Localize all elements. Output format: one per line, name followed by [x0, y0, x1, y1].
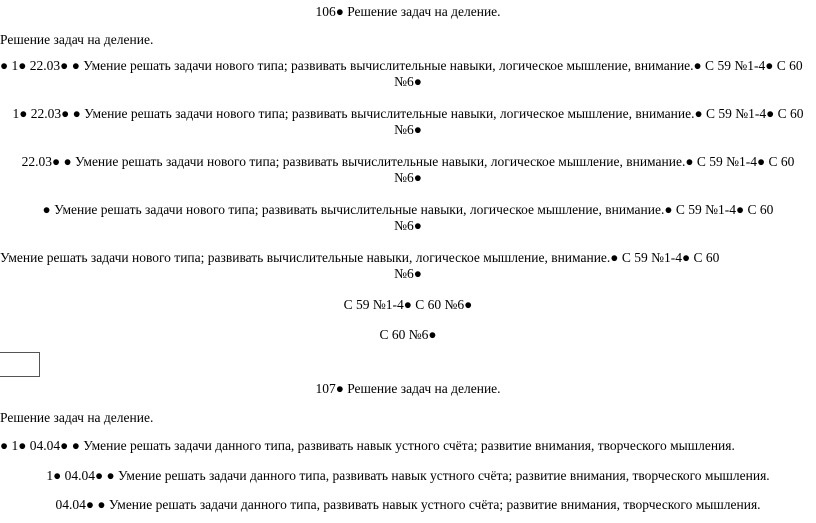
- text-line: 1● 22.03● ● Умение решать задачи нового типа; развивать вычислительные навыки, логическое мышление, внимание.● С 59 №1-4● С 60: [12, 106, 804, 121]
- text-line: ● Умение решать задачи нового типа; развивать вычислительные навыки, логическое мышление, внимание.● С 59 №1-4● С 60: [42, 202, 774, 217]
- text-line: С 59 №1-4● С 60 №6●: [343, 297, 473, 312]
- text-line: 22.03● ● Умение решать задачи нового типа; развивать вычислительные навыки, логическое мышление, внимание.● С 59 №1-4● С 60: [21, 154, 795, 169]
- text-line: 1● 04.04● ● Умение решать задачи данного типа, развивать навык устного счёта; развитие внимания, творческого мышления.: [46, 468, 770, 483]
- text-line: С 60 №6●: [379, 327, 437, 342]
- empty-frame: [0, 352, 40, 377]
- text-line: №6●: [394, 218, 422, 233]
- text-line: №6●: [394, 122, 422, 137]
- section-heading-107: 107● Решение задач на деление.: [315, 381, 501, 396]
- text-line: №6●: [394, 170, 422, 185]
- text-line: №6●: [394, 74, 422, 89]
- text-line: ● 1● 04.04● ● Умение решать задачи данного типа, развивать навык устного счёта; развитие внимания, творческого мышления.: [0, 438, 735, 453]
- text-line: №6●: [394, 266, 422, 281]
- text-line: Умение решать задачи нового типа; развивать вычислительные навыки, логическое мышление, внимание.● С 59 №1-4● С 60: [0, 250, 720, 265]
- section-title-107: Решение задач на деление.: [0, 410, 154, 425]
- text-line: ● 1● 22.03● ● Умение решать задачи нового типа; развивать вычислительные навыки, логическое мышление, внимание.● С 59 №1-4● С 60: [0, 58, 803, 73]
- text-line: 04.04● ● Умение решать задачи данного типа, развивать навык устного счёта; развитие внимания, творческого мышления.: [55, 497, 761, 512]
- section-title-106: Решение задач на деление.: [0, 32, 154, 47]
- section-heading-106: 106● Решение задач на деление.: [315, 4, 501, 19]
